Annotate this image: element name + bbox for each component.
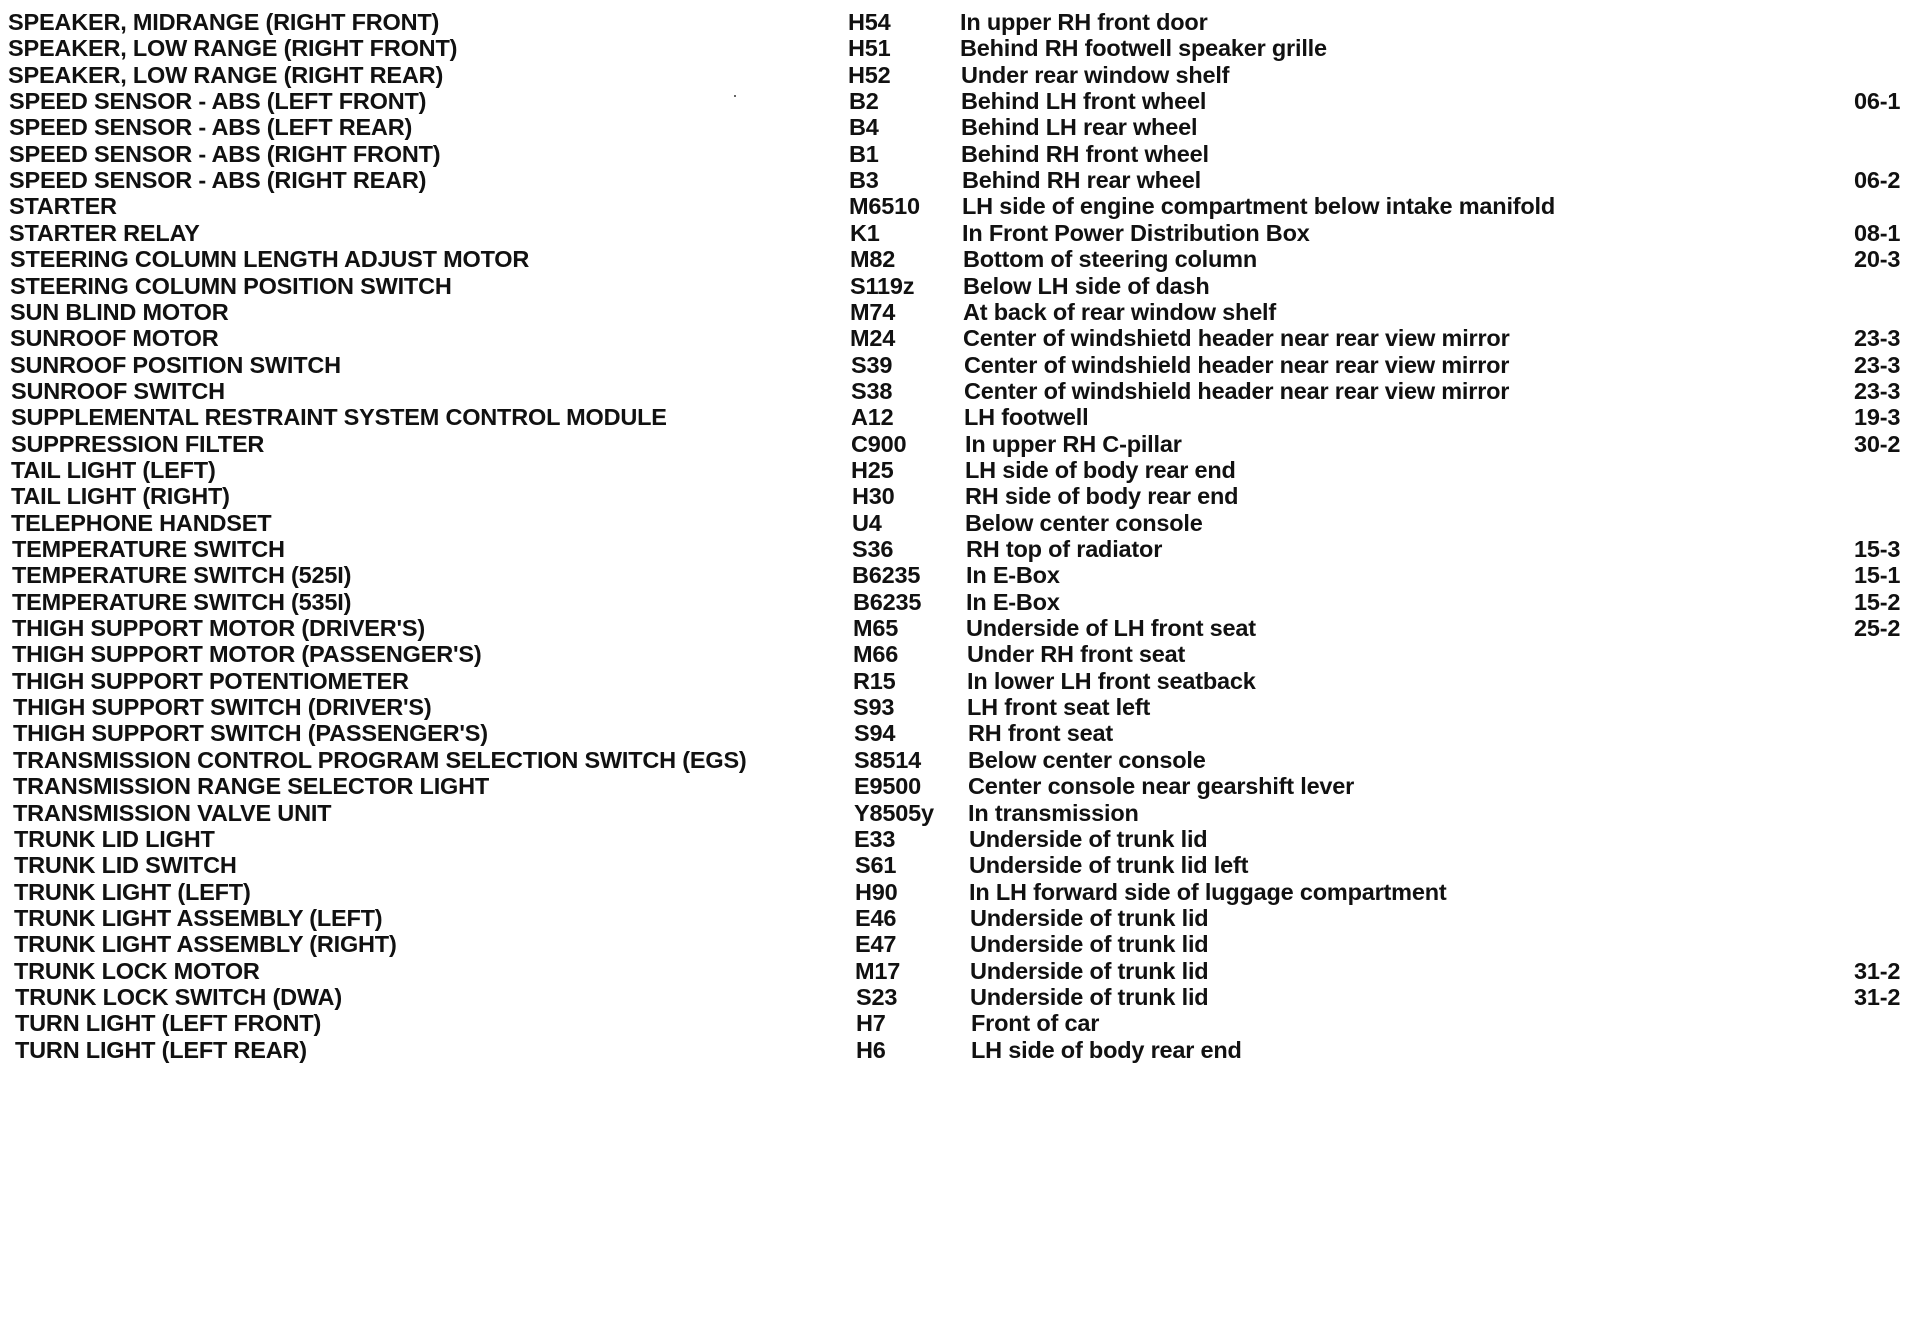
component-name: TAIL LIGHT (LEFT) — [11, 457, 216, 483]
component-location: In upper RH front door — [960, 9, 1208, 35]
component-location: Underside of LH front seat — [966, 615, 1256, 641]
component-code: M74 — [850, 299, 896, 325]
component-code: S61 — [855, 852, 897, 878]
component-location: In upper RH C-pillar — [965, 431, 1182, 457]
component-name: TELEPHONE HANDSET — [11, 510, 272, 536]
component-code: A12 — [851, 404, 894, 430]
component-name: TRUNK LIGHT ASSEMBLY (RIGHT) — [14, 931, 397, 957]
page-reference: 20-3 — [1854, 246, 1901, 272]
component-location: Behind RH front wheel — [961, 141, 1209, 167]
component-location: LH side of engine compartment below intake manifold — [962, 193, 1556, 219]
page-reference: 06-2 — [1854, 167, 1901, 193]
component-name: STARTER RELAY — [9, 220, 200, 246]
component-location: RH side of body rear end — [965, 483, 1239, 509]
component-name: THIGH SUPPORT SWITCH (DRIVER'S) — [13, 694, 432, 720]
component-location: LH side of body rear end — [971, 1037, 1242, 1063]
component-code: S23 — [856, 984, 898, 1010]
component-location: In transmission — [968, 800, 1139, 826]
component-location: Behind LH rear wheel — [961, 114, 1198, 140]
component-location: LH front seat left — [967, 694, 1151, 720]
component-location: Behind LH front wheel — [961, 88, 1207, 114]
component-code: S39 — [851, 352, 893, 378]
component-name: TEMPERATURE SWITCH (535I) — [12, 589, 352, 615]
component-location: Underside of trunk lid left — [969, 852, 1249, 878]
page-reference: 25-2 — [1854, 615, 1901, 641]
component-location: Behind RH footwell speaker grille — [960, 35, 1327, 61]
component-code: H7 — [856, 1010, 886, 1036]
component-location: In Front Power Distribution Box — [962, 220, 1310, 246]
component-location: Underside of trunk lid — [970, 905, 1209, 931]
page-reference: 06-1 — [1854, 88, 1901, 114]
page-reference: 31-2 — [1854, 984, 1901, 1010]
component-code: H90 — [855, 879, 898, 905]
component-code: B3 — [849, 167, 879, 193]
component-name: STEERING COLUMN LENGTH ADJUST MOTOR — [10, 246, 530, 272]
page-reference: 23-3 — [1854, 325, 1901, 351]
component-code: H30 — [852, 483, 895, 509]
component-location: Underside of trunk lid — [970, 984, 1209, 1010]
component-code: M6510 — [849, 193, 920, 219]
component-name: SUPPLEMENTAL RESTRAINT SYSTEM CONTROL MODULE — [11, 404, 667, 430]
component-code: E47 — [855, 931, 897, 957]
component-code: S8514 — [854, 747, 921, 773]
component-code: B6235 — [853, 589, 922, 615]
component-location: Front of car — [971, 1010, 1100, 1036]
component-name: SUN BLIND MOTOR — [10, 299, 229, 325]
component-name: SPEAKER, LOW RANGE (RIGHT FRONT) — [8, 35, 458, 61]
component-location: Bottom of steering column — [963, 246, 1257, 272]
component-location: In LH forward side of luggage compartment — [969, 879, 1447, 905]
component-code: S119z — [850, 273, 915, 299]
component-code: Y8505y — [854, 800, 934, 826]
component-code: B1 — [849, 141, 879, 167]
component-name: TRANSMISSION CONTROL PROGRAM SELECTION SWITCH (EGS) — [13, 747, 747, 773]
page-reference: 30-2 — [1854, 431, 1901, 457]
page-reference: 15-1 — [1854, 562, 1901, 588]
component-location: Under rear window shelf — [961, 62, 1230, 88]
component-code: B2 — [849, 88, 879, 114]
page-reference: 15-2 — [1854, 589, 1901, 615]
component-name: SPEED SENSOR - ABS (LEFT REAR) — [9, 114, 413, 140]
component-location: Below LH side of dash — [963, 273, 1210, 299]
component-location: Below center console — [965, 510, 1203, 536]
component-name: SPEAKER, LOW RANGE (RIGHT REAR) — [8, 62, 444, 88]
component-location: Under RH front seat — [967, 641, 1186, 667]
component-name: SUNROOF POSITION SWITCH — [10, 352, 341, 378]
component-code: S36 — [852, 536, 894, 562]
component-location: Center console near gearshift lever — [968, 773, 1355, 799]
component-code: H54 — [848, 9, 891, 35]
component-name: TRANSMISSION VALVE UNIT — [13, 800, 332, 826]
component-name: SPEED SENSOR - ABS (RIGHT FRONT) — [9, 141, 441, 167]
component-code: U4 — [852, 510, 882, 536]
component-code: R15 — [853, 668, 896, 694]
component-code: M82 — [850, 246, 896, 272]
page-reference: 23-3 — [1854, 352, 1901, 378]
component-name: THIGH SUPPORT POTENTIOMETER — [12, 668, 409, 694]
page-reference: 15-3 — [1854, 536, 1901, 562]
component-name: SPEED SENSOR - ABS (LEFT FRONT) — [9, 88, 427, 114]
component-name: SUNROOF MOTOR — [10, 325, 219, 351]
component-code: M65 — [853, 615, 899, 641]
component-name: TAIL LIGHT (RIGHT) — [11, 483, 230, 509]
component-name: TRANSMISSION RANGE SELECTOR LIGHT — [13, 773, 490, 799]
component-name: TRUNK LOCK MOTOR — [14, 958, 260, 984]
component-location: LH side of body rear end — [965, 457, 1236, 483]
component-name: STEERING COLUMN POSITION SWITCH — [10, 273, 452, 299]
component-name: TRUNK LID LIGHT — [14, 826, 215, 852]
component-code: H52 — [848, 62, 891, 88]
component-name: SUPPRESSION FILTER — [11, 431, 265, 457]
component-name: TRUNK LIGHT (LEFT) — [14, 879, 251, 905]
component-code: B4 — [849, 114, 879, 140]
component-location: RH top of radiator — [966, 536, 1163, 562]
component-name: TRUNK LOCK SWITCH (DWA) — [15, 984, 342, 1010]
component-location: Center of windshietd header near rear view mirror — [963, 325, 1510, 351]
component-code: H25 — [851, 457, 894, 483]
component-name: SPEAKER, MIDRANGE (RIGHT FRONT) — [8, 9, 440, 35]
component-code: E9500 — [854, 773, 921, 799]
component-code: M66 — [853, 641, 899, 667]
table-row — [0, 1034, 1908, 1066]
component-location: Underside of trunk lid — [970, 958, 1209, 984]
component-name: THIGH SUPPORT SWITCH (PASSENGER'S) — [13, 720, 488, 746]
page-reference: 23-3 — [1854, 378, 1901, 404]
component-code: S94 — [854, 720, 896, 746]
page-reference: 31-2 — [1854, 958, 1901, 984]
component-name: SPEED SENSOR - ABS (RIGHT REAR) — [9, 167, 427, 193]
component-name: TEMPERATURE SWITCH (525I) — [12, 562, 352, 588]
component-name: THIGH SUPPORT MOTOR (DRIVER'S) — [12, 615, 426, 641]
component-name: TRUNK LIGHT ASSEMBLY (LEFT) — [14, 905, 383, 931]
component-code: B6235 — [852, 562, 921, 588]
component-code: M24 — [850, 325, 896, 351]
component-code: K1 — [850, 220, 880, 246]
component-location: Underside of trunk lid — [970, 931, 1209, 957]
component-code: E33 — [854, 826, 896, 852]
component-code: M17 — [855, 958, 901, 984]
component-name: STARTER — [9, 193, 117, 219]
component-code: C900 — [851, 431, 907, 457]
page-reference: 19-3 — [1854, 404, 1901, 430]
component-code: S38 — [851, 378, 893, 404]
component-name: SUNROOF SWITCH — [11, 378, 225, 404]
component-code: H6 — [856, 1037, 886, 1063]
component-code: H51 — [848, 35, 891, 61]
component-code: E46 — [855, 905, 897, 931]
component-location: Center of windshield header near rear view mirror — [964, 378, 1510, 404]
component-location: RH front seat — [968, 720, 1113, 746]
component-location: Center of windshield header near rear view mirror — [964, 352, 1510, 378]
component-name: TEMPERATURE SWITCH — [12, 536, 285, 562]
component-location: In E-Box — [966, 562, 1060, 588]
component-location: Below center console — [968, 747, 1206, 773]
component-code: S93 — [853, 694, 895, 720]
component-location: In lower LH front seatback — [967, 668, 1256, 694]
component-location: At back of rear window shelf — [963, 299, 1277, 325]
component-location: Behind RH rear wheel — [962, 167, 1201, 193]
component-name: TURN LIGHT (LEFT REAR) — [15, 1037, 307, 1063]
page-reference: 08-1 — [1854, 220, 1901, 246]
component-name: THIGH SUPPORT MOTOR (PASSENGER'S) — [12, 641, 482, 667]
component-location: Underside of trunk lid — [969, 826, 1208, 852]
component-name: TURN LIGHT (LEFT FRONT) — [15, 1010, 322, 1036]
component-location: In E-Box — [966, 589, 1060, 615]
component-name: TRUNK LID SWITCH — [14, 852, 237, 878]
component-location: LH footwell — [964, 404, 1089, 430]
